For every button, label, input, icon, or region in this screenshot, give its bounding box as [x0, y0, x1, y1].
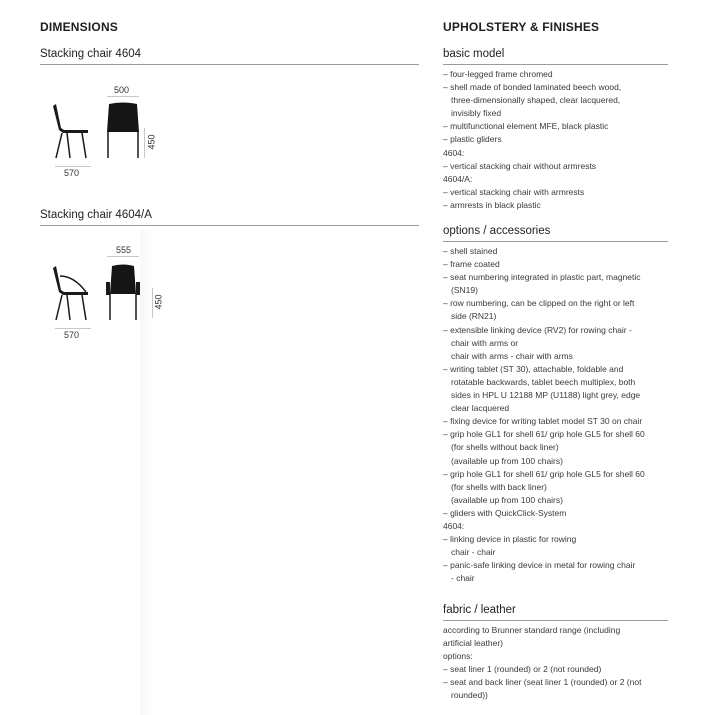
list-item: 4604:: [443, 147, 465, 158]
options-rule: [443, 241, 668, 242]
chair1-depth-line: [55, 166, 91, 167]
chair1-title: Stacking chair 4604: [40, 48, 142, 60]
list-item: sides in HPL U 12188 MP (U1188) light grey, edge: [451, 390, 641, 401]
chair1-rule: [40, 64, 419, 65]
list-item: – multifunctional element MFE, black plastic: [443, 121, 609, 132]
chair2-rule: [40, 225, 419, 226]
list-item: – panic-safe linking device in metal for rowing chair: [443, 560, 636, 571]
fabric-rule: [443, 620, 668, 621]
list-item: – row numbering, can be clipped on the right or left: [443, 298, 635, 309]
list-item: – writing tablet (ST 30), attachable, foldable and: [443, 363, 624, 374]
list-item: - chair: [451, 573, 475, 584]
basic-model-list: [443, 68, 673, 212]
list-item: clear lacquered: [451, 403, 510, 414]
list-item: (available up from 100 chairs): [451, 455, 563, 466]
chair2-side-view-icon: [50, 262, 95, 324]
list-item: (for shells with back liner): [451, 481, 547, 492]
list-item: – seat liner 1 (rounded) or 2 (not rounded): [443, 664, 602, 675]
list-item: – shell made of bonded laminated beech wood,: [443, 82, 622, 93]
chair1-front-view-icon: [104, 100, 144, 162]
chair1-height: 450: [146, 134, 157, 150]
list-item: – grip hole GL1 for shell 61/ grip hole GL5 for shell 60: [443, 468, 645, 479]
options-title: options / accessories: [443, 225, 551, 237]
list-item: (SN19): [451, 285, 478, 296]
chair2-height: 450: [153, 294, 164, 310]
chair2-width: 555: [116, 245, 132, 255]
list-item: chair - chair: [451, 547, 496, 558]
chair2-depth-line: [55, 328, 91, 329]
list-item: (available up from 100 chairs): [451, 494, 563, 505]
list-item: – plastic gliders: [443, 134, 502, 145]
list-item: – seat numbering integrated in plastic part, magnetic: [443, 272, 641, 283]
basic-model-rule: [443, 64, 668, 65]
basic-model-title: basic model: [443, 48, 505, 60]
chair2-width-line: [107, 256, 139, 257]
list-item: – seat and back liner (seat liner 1 (rounded) or 2 (not: [443, 677, 642, 688]
chair2-depth: 570: [64, 330, 80, 340]
list-item: chair with arms or: [451, 337, 519, 348]
chair1-depth: 570: [64, 168, 80, 178]
dimensions-heading: DIMENSIONS: [40, 20, 119, 34]
chair1-side-view-icon: [50, 100, 95, 162]
list-item: rotatable backwards, tablet beech multiplex, both: [451, 376, 636, 387]
chair1-width-line: [107, 96, 139, 97]
list-item: according to Brunner standard range (including: [443, 625, 621, 635]
list-item: – vertical stacking chair with armrests: [443, 186, 585, 197]
list-item: – vertical stacking chair without armrests: [443, 160, 597, 171]
fabric-list: [443, 624, 673, 703]
list-item: – extensible linking device (RV2) for rowing chair -: [443, 324, 632, 335]
list-item: three-dimensionally shaped, clear lacquered,: [451, 95, 621, 106]
list-item: – linking device in plastic for rowing: [443, 534, 577, 545]
list-item: side (RN21): [451, 311, 497, 322]
list-item: options:: [443, 651, 473, 662]
list-item: – grip hole GL1 for shell 61/ grip hole GL5 for shell 60: [443, 429, 645, 440]
list-item: 4604:: [443, 520, 465, 531]
list-item: – frame coated: [443, 259, 500, 270]
fabric-title: fabric / leather: [443, 604, 516, 616]
list-item: artificial leather): [443, 638, 503, 649]
list-item: rounded)): [451, 690, 488, 701]
chair1-height-line: [144, 128, 145, 158]
chair2-title: Stacking chair 4604/A: [40, 209, 152, 221]
list-item: – shell stained: [443, 246, 498, 256]
list-item: 4604/A:: [443, 173, 473, 184]
list-item: – four-legged frame chromed: [443, 69, 553, 79]
list-item: invisibly fixed: [451, 108, 502, 119]
list-item: chair with arms - chair with arms: [451, 350, 573, 361]
list-item: – gliders with QuickClick-System: [443, 507, 567, 518]
list-item: (for shells without back liner): [451, 442, 559, 453]
list-item: – fixing device for writing tablet model ST 30 on chair: [443, 416, 643, 427]
list-item: – armrests in black plastic: [443, 199, 541, 210]
options-list: [443, 245, 673, 585]
chair1-width: 500: [114, 85, 130, 95]
upholstery-heading: UPHOLSTERY & FINISHES: [443, 20, 600, 34]
chair2-front-view-icon: [104, 262, 144, 324]
